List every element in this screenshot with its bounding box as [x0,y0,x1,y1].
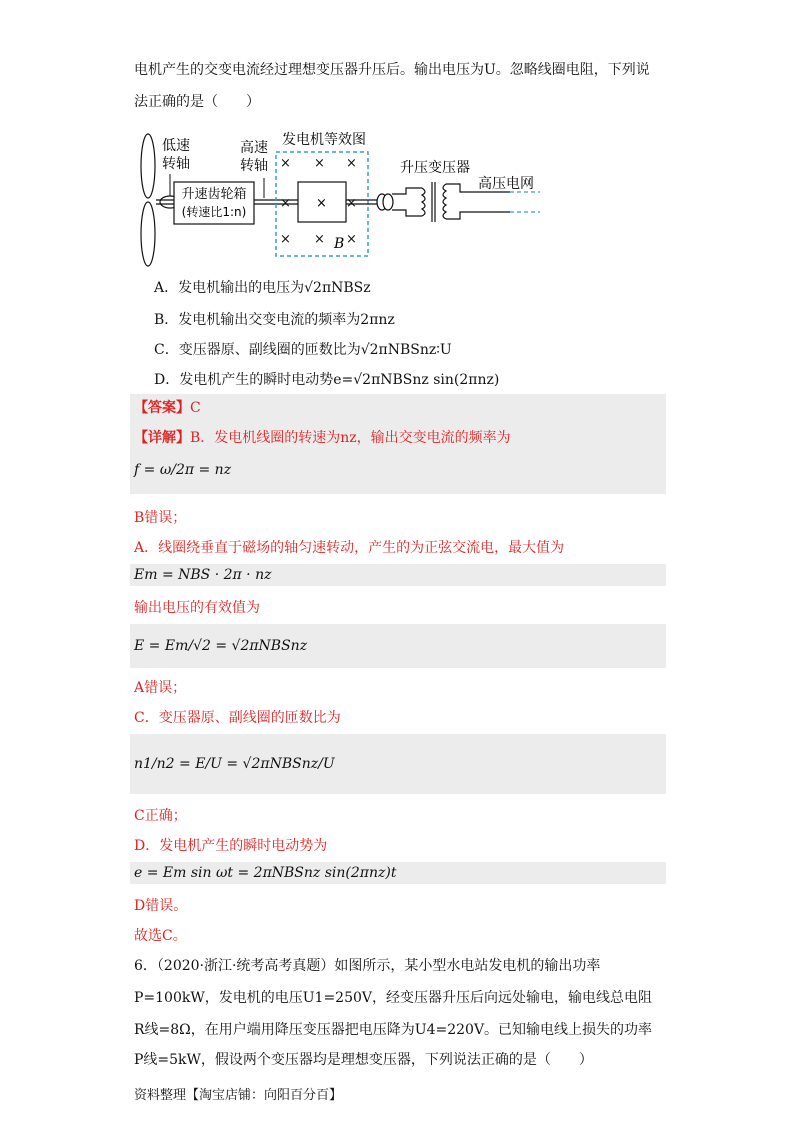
answer-line [134,398,201,418]
grid-label: 高压电网 [478,176,534,192]
field-cross: × [346,156,357,171]
field-cross: × [280,232,291,247]
q6-line-2: P=100kW，发电机的电压U1=250V，经变压器升压后向远处输电，输电线总电阻 [134,990,653,1006]
detail-a: A．线圈绕垂直于磁场的轴匀速转动，产生的为正弦交流电，最大值为 [134,540,565,556]
gearbox-label-1: 升速齿轮箱 [181,187,247,202]
detail-b-text: B．发电机线圈的转速为nz，输出交变电流的频率为 [190,430,511,446]
option-b: B．发电机输出交变电流的频率为2πnz [154,312,395,328]
option-a: A．发电机输出的电压为√2πNBSz [154,280,371,296]
slip-ring [383,194,393,210]
b-wrong: B错误； [134,510,187,526]
detail-c: C．变压器原、副线圈的匝数比为 [134,710,341,726]
answer-tag: 【答案】 [134,400,190,416]
low-speed-label-1: 低速 [162,138,190,154]
detail-d: D．发电机产生的瞬时电动势为 [134,838,328,854]
coil-cross: × [316,196,327,211]
c-right: C正确； [134,808,187,824]
transformer-label: 升压变压器 [400,160,470,176]
high-speed-label-1: 高速 [240,140,268,156]
field-cross: × [280,156,291,171]
rms-label: 输出电压的有效值为 [134,600,260,616]
equation-ratio: n1/n2 = E/U = √2πNBSnz/U [134,756,335,772]
low-speed-label-2: 转轴 [162,156,190,172]
footer: 资料整理【淘宝店铺：向阳百分百】 [134,1088,343,1103]
choose-answer: 故选C。 [134,928,187,944]
generator-label: 发电机等效图 [282,132,366,148]
gearbox-label-2: (转速比1:n) [181,205,247,219]
q6-line-3: R线=8Ω，在用户端用降压变压器把电压降为U4=220V。已知输电线上损失的功率 [134,1022,653,1038]
equation-f: f = ω/2π = nz [134,462,232,478]
q6-line-4: P线=5kW，假设两个变压器均是理想变压器，下列说法正确的是（ ） [134,1052,593,1068]
field-cross: × [280,196,291,211]
answer-value: C [190,400,201,416]
field-cross: × [314,156,325,171]
generator-diagram [130,130,550,270]
field-cross: × [314,232,325,247]
transformer-icon [422,182,446,222]
option-c: C．变压器原、副线圈的匝数比为√2πNBSnz∶U [154,342,452,358]
intro-line-2: 法正确的是（ ） [134,94,260,110]
field-cross: × [346,232,357,247]
d-wrong: D错误。 [134,898,188,914]
option-d: D．发电机产生的瞬时电动势e=√2πNBSnz sin(2πnz) [154,372,500,388]
detail-tag: 【详解】 [134,430,190,446]
field-cross: × [346,196,357,211]
q6-line-1: 6．（2020·浙江·统考高考真题）如图所示，某小型水电站发电机的输出功率 [134,958,601,974]
field-label-b: B [334,236,345,252]
detail-line-b [134,428,511,448]
a-wrong: A错误； [134,680,187,696]
equation-e-inst: e = Em sin ωt = 2πNBSnz sin(2πnz)t [134,865,397,881]
equation-em: Em = NBS · 2π · nz [134,567,272,583]
equation-e: E = Em/√2 = √2πNBSnz [134,638,308,654]
intro-line-1: 电机产生的交变电流经过理想变压器升压后。输出电压为U。忽略线圈电阻，下列说 [134,62,650,78]
high-speed-label-2: 转轴 [240,158,268,174]
